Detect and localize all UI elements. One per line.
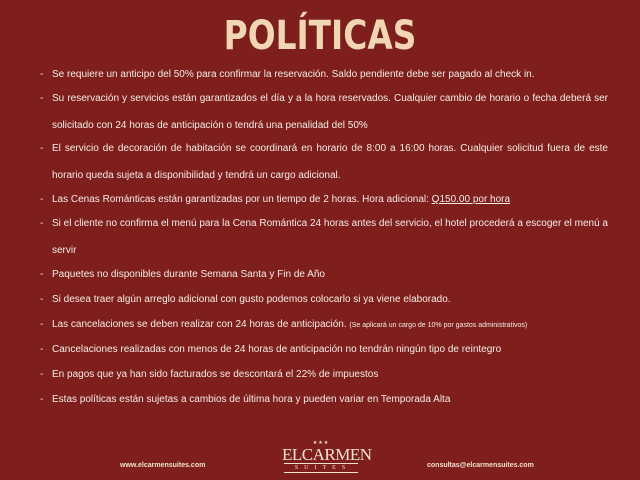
bullet-dash: - <box>40 294 44 305</box>
policy-item-2 <box>40 86 608 139</box>
page-title: POLÍTICAS <box>223 13 417 59</box>
bullet-dash: - <box>40 218 44 229</box>
policy-item-10 <box>40 366 608 391</box>
policy-item-11 <box>40 391 608 416</box>
policy-text: Estas políticas están sujetas a cambios de última hora y pueden variar en Temporada Alta <box>52 394 451 405</box>
logo-stars: ★★★ <box>312 440 330 446</box>
bullet-dash: - <box>40 143 44 154</box>
footer <box>0 436 640 480</box>
el-carmen-suites-logo <box>282 440 372 480</box>
bullet-dash: - <box>40 93 44 104</box>
bullet-dash: - <box>40 194 44 205</box>
logo-name: ELCARMEN <box>282 445 372 464</box>
bullet-dash: - <box>40 269 44 280</box>
bullet-dash: - <box>40 369 44 380</box>
admin-fee-note: (Se aplicará un cargo de 10% por gastos administrativos) <box>349 322 528 329</box>
policy-text: En pagos que ya han sido facturados se descontará el 22% de impuestos <box>52 369 379 380</box>
policy-text: Si desea traer algún arreglo adicional con gusto podemos colocarlo si ya viene elaborado. <box>52 294 451 305</box>
policy-item-9 <box>40 341 608 366</box>
policy-text: Se requiere un anticipo del 50% para confirmar la reservación. Saldo pendiente debe ser pagado al check in. <box>52 69 535 80</box>
policy-item-3 <box>40 136 608 189</box>
policy-text: Las Cenas Románticas están garantizadas por un tiempo de 2 horas. Hora adicional: <box>52 194 432 205</box>
bullet-dash: - <box>40 319 44 330</box>
policy-text: Si el cliente no confirma el menú para la Cena Romántica 24 horas antes del servicio, el hotel procederá a escoger el menú a servir <box>52 218 608 256</box>
policy-item-7 <box>40 291 608 316</box>
bullet-dash: - <box>40 344 44 355</box>
policy-item-8 <box>40 316 608 341</box>
policy-item-6 <box>40 266 608 291</box>
policy-text: El servicio de decoración de habitación se coordinará en horario de 8:00 a 16:00 horas. Cualquier solicitud fuera de este horario queda sujeta a disponibilidad y tendrá un cargo adicional. <box>52 143 608 181</box>
policy-text: Su reservación y servicios están garantizados el día y a la hora reservados. Cualquier cambio de horario o fecha deberá ser solicitado con 24 horas de anticipación o tendrá una penalidad del 50% <box>52 93 608 131</box>
policy-text: Cancelaciones realizadas con menos de 24 horas de anticipación no tendrán ningún tipo de reintegro <box>52 344 502 355</box>
policy-item-5 <box>40 211 608 264</box>
bullet-dash: - <box>40 69 44 80</box>
policy-text: Las cancelaciones se deben realizar con 24 horas de anticipación. <box>52 319 350 330</box>
website-link[interactable]: www.elcarmensuites.com <box>120 462 206 469</box>
logo-subtitle: SUITES <box>284 463 358 473</box>
bullet-dash: - <box>40 394 44 405</box>
email-link[interactable]: consultas@elcarmensuites.com <box>427 462 534 469</box>
policy-text: Paquetes no disponibles durante Semana Santa y Fin de Año <box>52 269 325 280</box>
additional-hour-price-link[interactable]: Q150.00 por hora <box>431 194 511 205</box>
policy-list <box>40 66 608 416</box>
